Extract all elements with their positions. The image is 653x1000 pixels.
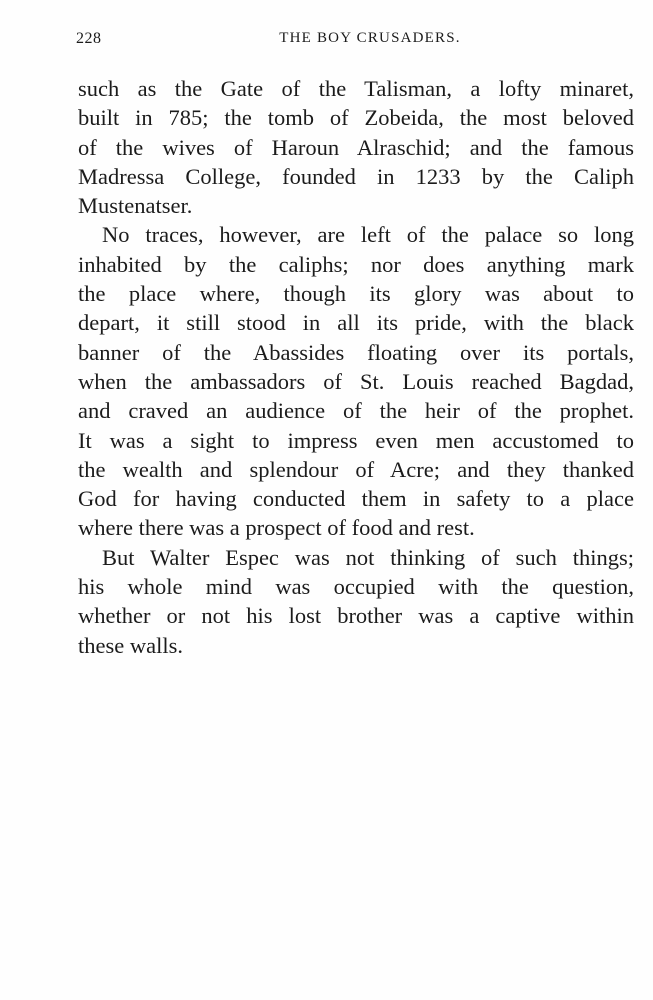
text-line: whether or not his lost brother was a captive within — [78, 603, 634, 629]
text-line: such as the Gate of the Talisman, a lofty minaret, — [78, 76, 634, 101]
body-text — [78, 74, 634, 660]
text-line: where there was a prospect of food and rest. — [78, 515, 475, 541]
text-line: when the ambassadors of St. Louis reached Bagdad, — [78, 368, 634, 394]
text-line: of the wives of Haroun Alraschid; and the famous — [78, 134, 634, 160]
text-line: God for having conducted them in safety to a place — [78, 486, 634, 512]
text-line: depart, it still stood in all its pride, with the black — [78, 310, 634, 336]
text-line: and craved an audience of the heir of the prophet. — [78, 398, 634, 424]
text-line: built in 785; the tomb of Zobeida, the most beloved — [78, 105, 634, 131]
running-title: THE BOY CRUSADERS. — [279, 30, 461, 46]
page-number: 228 — [76, 30, 102, 47]
text-line: Mustenatser. — [78, 193, 193, 219]
text-line: the place where, though its glory was about to — [78, 281, 634, 307]
text-line: his whole mind was occupied with the question, — [78, 574, 634, 600]
text-line: banner of the Abassides floating over its portals, — [78, 339, 634, 365]
text-line: the wealth and splendour of Acre; and they thanked — [78, 456, 634, 482]
running-head — [76, 30, 634, 54]
text-line: No traces, however, are left of the palace so long — [102, 222, 634, 248]
text-line: these walls. — [78, 632, 183, 658]
text-line: But Walter Espec was not thinking of such things; — [102, 544, 634, 570]
text-line: Madressa College, founded in 1233 by the Caliph — [78, 163, 634, 189]
text-line: inhabited by the caliphs; nor does anything mark — [78, 251, 634, 277]
text-line: It was a sight to impress even men accustomed to — [78, 427, 634, 453]
